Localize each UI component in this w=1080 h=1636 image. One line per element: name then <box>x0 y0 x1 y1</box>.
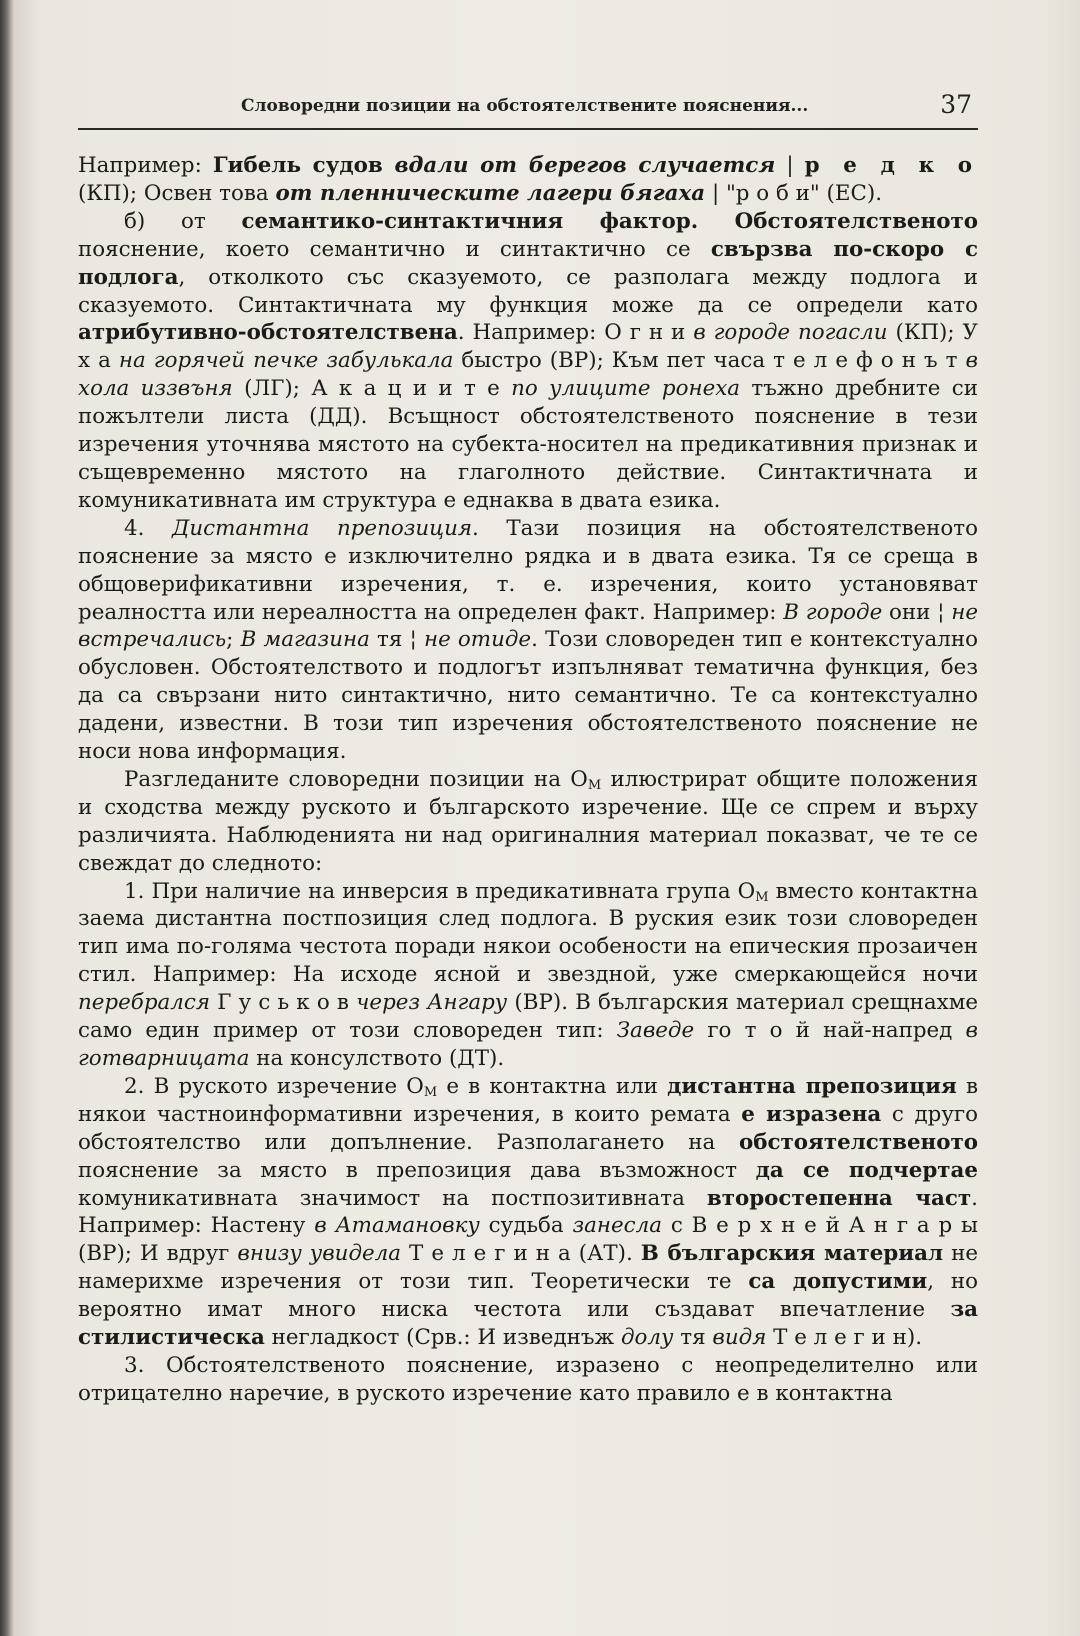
text-segment: (ЛГ); А к а ц и и т е <box>232 376 512 402</box>
text-segment: не намерихме изречения от този тип. Теоретически те <box>78 1241 979 1295</box>
running-header <box>78 88 978 130</box>
text-segment: р е д к о <box>804 153 978 178</box>
text-segment: . Например: Настену <box>78 1185 978 1239</box>
text-segment: илюстрират общите положения и сходства между руското и българското изречение. Ще се спрем и върху различията. Наблюденията ни над оригиналния материал показват, че те се свеждат до следното: <box>78 766 978 876</box>
text-segment: В българския материал <box>640 1241 944 1267</box>
text-segment: быстро (ВР); Към пет часа т е л е ф о н ъ т <box>453 348 966 374</box>
text-segment: е в контактна или <box>437 1073 668 1099</box>
text-segment: в хола иззвъня <box>78 348 978 402</box>
paragraph <box>78 152 978 208</box>
text-segment: ; <box>226 627 241 653</box>
text-segment: не встречались <box>78 599 978 653</box>
text-segment: тя ¦ <box>369 627 424 653</box>
text-segment: б) от <box>124 208 242 234</box>
text-segment: | <box>775 153 805 178</box>
text-segment: , отколкото със сказуемото, се разполага между подлога и сказуемото. Синтактичната му функция може да се определи като <box>78 264 978 318</box>
text-segment: М <box>587 777 602 793</box>
page-number: 37 <box>940 90 972 119</box>
text-segment: перебрался <box>78 990 211 1016</box>
text-segment: не отиде <box>423 627 532 653</box>
text-segment: Дистантна препозиция <box>171 515 473 541</box>
text-segment: | "р о б и" (ЕС). <box>705 180 882 206</box>
paragraph <box>78 515 978 766</box>
text-segment: . Тази позиция на обстоятелственото пояснение за място е изключително рядка и в двата езика. Тя се среща в общоверификативни изречения, т. е. изречения, които установяват реалността или нереалността на определен факт. Например: <box>78 515 979 625</box>
text-segment: внизу увидела <box>237 1241 402 1267</box>
text-segment: 2. В руското изречение О <box>124 1073 424 1099</box>
text-segment: атрибутивно-обстоятелствена <box>78 320 458 346</box>
text-segment: вместо контактна заема дистантна постпозиция след подлога. В руския език този словореден тип има по-голяма честота поради някои особености на епическия прозаичен стил. Например: На исходе ясной и звездной, уже смеркающейся ночи <box>78 878 978 988</box>
text-segment: за стилистическа <box>78 1297 978 1351</box>
text-segment: видя <box>712 1325 767 1351</box>
paragraph <box>78 878 978 1073</box>
paragraph <box>78 1352 978 1408</box>
text-segment: обстоятелственото <box>738 1129 978 1155</box>
text-segment: семантико-синтактичния фактор. Обстоятелственото <box>241 208 978 234</box>
text-segment: 1. При наличие на инверсия в предикативната група О <box>124 878 756 904</box>
text-segment: по улиците ронеха <box>511 376 741 402</box>
text-segment: с В е р х н е й А н г а р ы (ВР); И вдруг <box>78 1213 978 1267</box>
text-segment: М <box>423 1084 438 1100</box>
text-segment: са допустими <box>748 1269 928 1295</box>
text-segment: (КП); У х а <box>78 320 978 374</box>
text-segment: (КП); Освен това <box>78 180 276 206</box>
text-segment: занесла <box>572 1213 662 1239</box>
text-segment: Заведе <box>616 1018 695 1044</box>
text-segment: на консулството (ДТ). <box>249 1046 505 1071</box>
text-segment: в готварницата <box>78 1018 978 1071</box>
text-segment: второстепенна част <box>706 1185 972 1211</box>
text-segment: с друго обстоятелство или допълнение. Разполагането на <box>78 1101 978 1155</box>
running-title: Словоредни позиции на обстоятелствените пояснения... <box>241 96 809 116</box>
paragraph <box>78 766 978 878</box>
text-segment: в някои частноинформативни изречения, в които ремата <box>78 1073 978 1127</box>
text-segment: тъжно дребните си пожълтели листа (ДД). Всъщност обстоятелственото пояснение в тези изречения уточнява мястото на субекта-носител на предикативния признак и същевременно мястото на глаголното действие. Синтактичната и комуникативната им структура е еднаква в двата езика. <box>78 376 978 513</box>
text-segment: да се подчертае <box>755 1157 978 1183</box>
text-segment: комуникативната значимост на постпозитивната <box>78 1185 707 1211</box>
text-segment: В магазина <box>240 627 370 653</box>
text-segment: в Атамановку <box>314 1213 480 1239</box>
paragraph <box>78 208 978 515</box>
text-segment: го т о й най-напред <box>694 1018 966 1044</box>
text-segment: Т е л е г и н). <box>766 1325 922 1351</box>
text-segment: Т е л е г и н а (АТ). <box>401 1241 641 1267</box>
text-segment: 3. Обстоятелственото пояснение, изразено с неопределително или отрицателно наречие, в руското изречение като правило е в контактна <box>78 1352 978 1406</box>
text-segment: дистантна препозиция <box>667 1073 957 1099</box>
text-segment: В городе <box>783 599 883 625</box>
text-segment: . Например: О г н и <box>457 320 694 346</box>
text-segment: негладкост (Срв.: И изведнъж <box>264 1325 621 1351</box>
text-segment: судьба <box>479 1213 573 1239</box>
text-segment: через Ангару <box>356 990 508 1016</box>
text-segment: е изразена <box>741 1101 882 1127</box>
text-segment: долу <box>621 1325 674 1351</box>
body-text <box>78 152 978 1408</box>
paragraph <box>78 1073 978 1352</box>
text-segment: пояснение, което семантично и синтактично се <box>78 236 711 262</box>
text-segment: (ВР). В българския материал срещнахме само един пример от този словореден тип: <box>78 990 978 1044</box>
text-segment: они ¦ <box>882 599 952 625</box>
text-segment: на горячей печке забулькала <box>118 348 454 374</box>
text-segment: вдали от берегов случается <box>394 153 776 178</box>
text-segment: тя <box>673 1325 713 1351</box>
text-segment: Разгледаните словоредни позиции на О <box>124 766 588 792</box>
text-segment: М <box>755 889 769 905</box>
text-segment: от пленническите лагери бягаха <box>275 180 706 206</box>
text-segment: Например: <box>78 153 213 178</box>
text-segment: пояснение за място в препозиция дава възможност <box>78 1157 756 1183</box>
text-segment: , но вероятно имат много ниска честота или създават впечатление <box>78 1269 978 1323</box>
text-segment: свързва по-скоро с подлога <box>78 236 978 290</box>
text-segment: Г у с ь к о в <box>210 990 357 1016</box>
text-segment: 4. <box>124 515 172 541</box>
text-segment: . Този словореден тип е контекстуално обусловен. Обстоятелството и подлогът изпълняват тематична функция, без да са свързани нито синтактично, нито семантично. Те са контекстуално дадени, известни. В този тип изречения обстоятелственото пояснение не носи нова информация. <box>78 627 979 765</box>
text-segment: Гибель судов <box>212 153 395 178</box>
text-segment: в городе погасли <box>693 320 888 346</box>
